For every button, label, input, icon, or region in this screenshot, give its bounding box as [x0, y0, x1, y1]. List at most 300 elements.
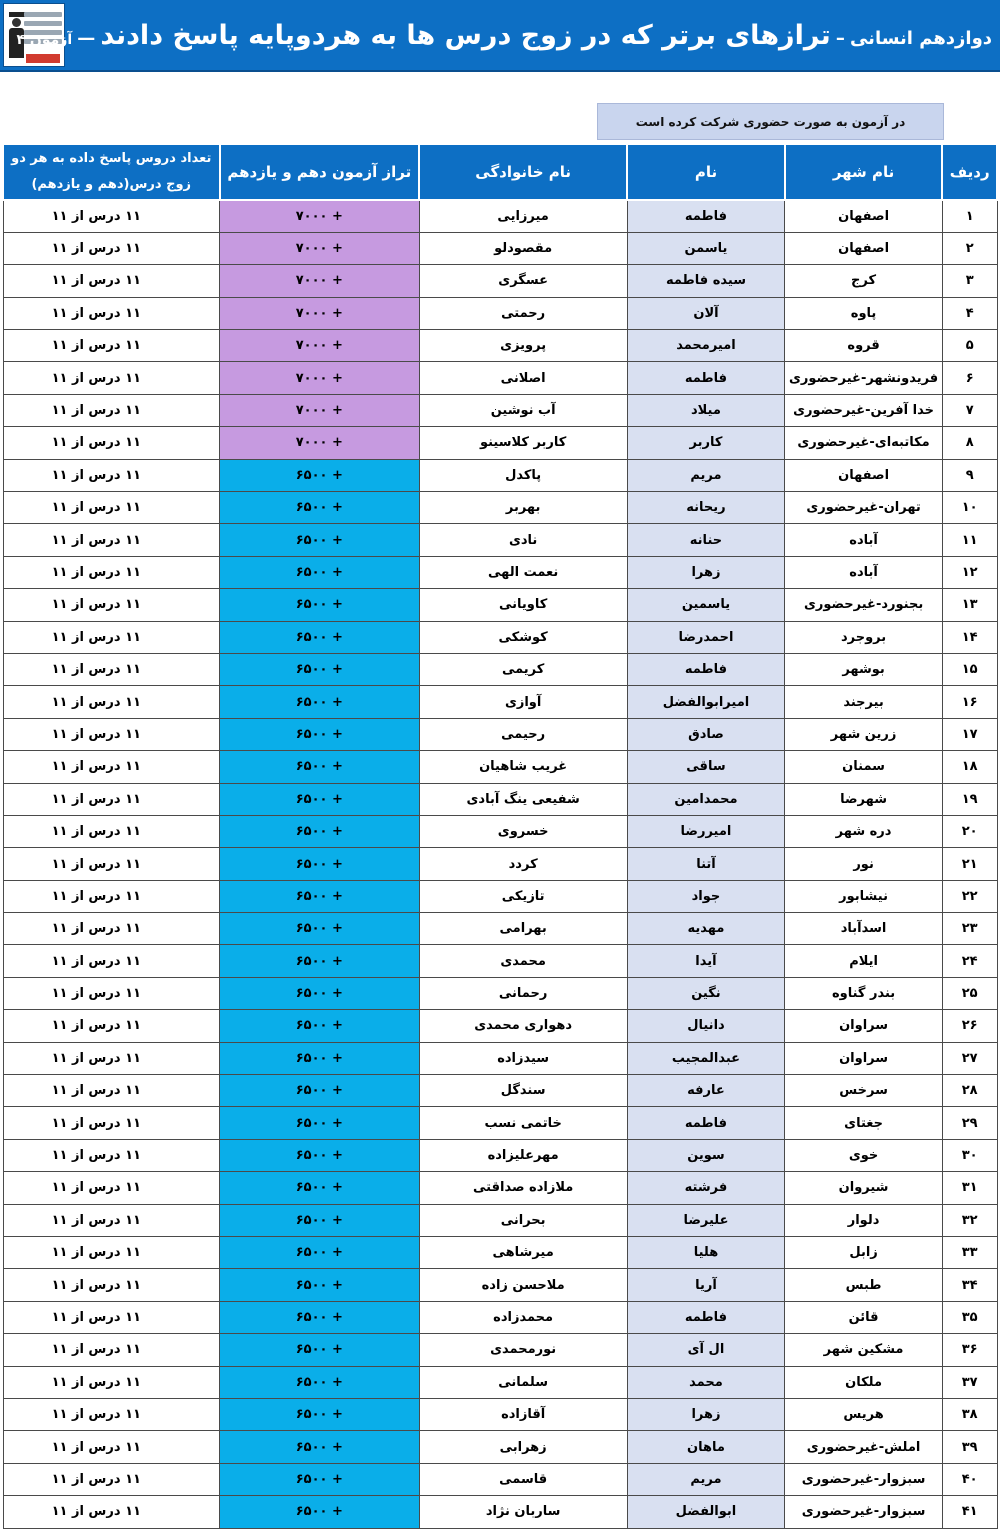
first-name-cell: امیرمحمد	[627, 330, 785, 362]
score-cell: + ۶۵۰۰	[220, 556, 420, 588]
table-row	[3, 815, 997, 847]
score-cell: + ۶۵۰۰	[220, 1075, 420, 1107]
last-name-cell: نادی	[419, 524, 627, 556]
title-dash: —	[77, 28, 96, 49]
score-cell: + ۶۵۰۰	[220, 1204, 420, 1236]
last-name-cell: زهرابی	[419, 1431, 627, 1463]
count-text: ۱۱ درس از ۱۱	[51, 1439, 141, 1455]
rank-cell: ۲۸	[942, 1075, 997, 1107]
table-row	[3, 524, 997, 556]
first-name-cell: احمدرضا	[627, 621, 785, 653]
first-name-cell: فاطمه	[627, 362, 785, 394]
city-cell: اصفهان	[785, 232, 943, 264]
count-cell	[3, 1366, 220, 1398]
last-name-cell: بهرامی	[419, 913, 627, 945]
table-row	[3, 1398, 997, 1430]
header-city: نام شهر	[785, 144, 943, 200]
score-cell: + ۶۵۰۰	[220, 653, 420, 685]
score-cell: + ۷۰۰۰	[220, 232, 420, 264]
last-name-cell: ملاحسن زاده	[419, 1269, 627, 1301]
count-cell	[3, 200, 220, 232]
count-text: ۱۱ درس از ۱۱	[51, 953, 141, 969]
score-cell: + ۷۰۰۰	[220, 330, 420, 362]
count-text: ۱۱ درس از ۱۱	[51, 370, 141, 386]
rank-cell: ۱۵	[942, 653, 997, 685]
first-name-cell: سیده فاطمه	[627, 265, 785, 297]
table-row	[3, 232, 997, 264]
table-row	[3, 330, 997, 362]
count-cell	[3, 330, 220, 362]
last-name-cell: ساربان نژاد	[419, 1496, 627, 1528]
last-name-cell: بحرانی	[419, 1204, 627, 1236]
count-text: ۱۱ درس از ۱۱	[51, 856, 141, 872]
city-cell: پاوه	[785, 297, 943, 329]
count-text: ۱۱ درس از ۱۱	[51, 1245, 141, 1261]
table-row	[3, 913, 997, 945]
table-row	[3, 1139, 997, 1171]
first-name-cell: آیدا	[627, 945, 785, 977]
last-name-cell: عسگری	[419, 265, 627, 297]
last-name-cell: کوشکی	[419, 621, 627, 653]
count-cell	[3, 394, 220, 426]
city-cell: مکاتبه‌ای-غیرحضوری	[785, 427, 943, 459]
table-row	[3, 1237, 997, 1269]
city-cell: سبزوار-غیرحضوری	[785, 1463, 943, 1495]
last-name-cell: سلمانی	[419, 1366, 627, 1398]
rank-cell: ۲۰	[942, 815, 997, 847]
first-name-cell: امیررضا	[627, 815, 785, 847]
count-text: ۱۱ درس از ۱۱	[51, 986, 141, 1002]
table-row	[3, 848, 997, 880]
city-cell: هریس	[785, 1398, 943, 1430]
rank-cell: ۱۶	[942, 686, 997, 718]
count-text: ۱۱ درس از ۱۱	[51, 759, 141, 775]
city-cell: نیشابور	[785, 880, 943, 912]
table-row	[3, 686, 997, 718]
first-name-cell: زهرا	[627, 1398, 785, 1430]
first-name-cell: جواد	[627, 880, 785, 912]
city-cell: سراوان	[785, 1010, 943, 1042]
rank-cell: ۲۶	[942, 1010, 997, 1042]
city-cell: سبزوار-غیرحضوری	[785, 1496, 943, 1528]
first-name-cell: مریم	[627, 459, 785, 491]
city-cell: ایلام	[785, 945, 943, 977]
first-name-cell: هلیا	[627, 1237, 785, 1269]
count-cell	[3, 1172, 220, 1204]
title-main: ترازهای برتر که در زوج درس ها به هردوپایه پاسخ دادند	[100, 20, 831, 51]
score-cell: + ۶۵۰۰	[220, 459, 420, 491]
score-cell: + ۷۰۰۰	[220, 394, 420, 426]
count-text: ۱۱ درس از ۱۱	[51, 824, 141, 840]
table-row	[3, 1172, 997, 1204]
last-name-cell: خسروی	[419, 815, 627, 847]
count-cell	[3, 880, 220, 912]
count-text: ۱۱ درس از ۱۱	[51, 1050, 141, 1066]
count-cell	[3, 1269, 220, 1301]
city-cell: اصفهان	[785, 459, 943, 491]
first-name-cell: مریم	[627, 1463, 785, 1495]
last-name-cell: شفیعی ینگ آبادی	[419, 783, 627, 815]
rank-cell: ۱۳	[942, 589, 997, 621]
rank-cell: ۲۱	[942, 848, 997, 880]
table-row	[3, 1010, 997, 1042]
score-cell: + ۶۵۰۰	[220, 1496, 420, 1528]
city-cell: بندر گناوه	[785, 977, 943, 1009]
city-cell: طبس	[785, 1269, 943, 1301]
last-name-cell: غریب شاهیان	[419, 751, 627, 783]
table-row	[3, 945, 997, 977]
city-cell: بوشهر	[785, 653, 943, 685]
last-name-cell: رحمتی	[419, 297, 627, 329]
count-text: ۱۱ درس از ۱۱	[51, 403, 141, 419]
last-name-cell: مهرعلیزاده	[419, 1139, 627, 1171]
rank-cell: ۱۱	[942, 524, 997, 556]
first-name-cell: صادق	[627, 718, 785, 750]
rank-cell: ۹	[942, 459, 997, 491]
count-cell	[3, 1463, 220, 1495]
table-row	[3, 427, 997, 459]
last-name-cell: تازیکی	[419, 880, 627, 912]
count-text: ۱۱ درس از ۱۱	[51, 1342, 141, 1358]
last-name-cell: مقصودلو	[419, 232, 627, 264]
last-name-cell: دهواری محمدی	[419, 1010, 627, 1042]
first-name-cell: زهرا	[627, 556, 785, 588]
last-name-cell: رحمانی	[419, 977, 627, 1009]
score-cell: + ۶۵۰۰	[220, 783, 420, 815]
first-name-cell: یاسمن	[627, 232, 785, 264]
rank-cell: ۴۱	[942, 1496, 997, 1528]
last-name-cell: خاتمی نسب	[419, 1107, 627, 1139]
table-row	[3, 977, 997, 1009]
count-cell	[3, 751, 220, 783]
count-text: ۱۱ درس از ۱۱	[51, 208, 141, 224]
results-table	[2, 143, 998, 1529]
first-name-cell: آریا	[627, 1269, 785, 1301]
city-cell: کرج	[785, 265, 943, 297]
city-cell: ملکان	[785, 1366, 943, 1398]
count-cell	[3, 1107, 220, 1139]
table-row	[3, 718, 997, 750]
table-row	[3, 1366, 997, 1398]
count-cell	[3, 427, 220, 459]
last-name-cell: پاکدل	[419, 459, 627, 491]
first-name-cell: محمد	[627, 1366, 785, 1398]
table-row	[3, 621, 997, 653]
score-cell: + ۶۵۰۰	[220, 1139, 420, 1171]
count-cell	[3, 783, 220, 815]
rank-cell: ۳۸	[942, 1398, 997, 1430]
city-cell: خدا آفرین-غیرحضوری	[785, 394, 943, 426]
rank-cell: ۳	[942, 265, 997, 297]
table-body	[3, 200, 997, 1528]
first-name-cell: فاطمه	[627, 200, 785, 232]
count-text: ۱۱ درس از ۱۱	[51, 629, 141, 645]
score-cell: + ۷۰۰۰	[220, 427, 420, 459]
count-text: ۱۱ درس از ۱۱	[51, 435, 141, 451]
page-title	[16, 14, 992, 58]
city-cell: شیروان	[785, 1172, 943, 1204]
last-name-cell: میرشاهی	[419, 1237, 627, 1269]
count-cell	[3, 492, 220, 524]
count-cell	[3, 265, 220, 297]
score-cell: + ۶۵۰۰	[220, 621, 420, 653]
count-cell	[3, 1496, 220, 1528]
rank-cell: ۸	[942, 427, 997, 459]
count-cell	[3, 621, 220, 653]
table-row	[3, 1075, 997, 1107]
first-name-cell: کاربر	[627, 427, 785, 459]
count-cell	[3, 1139, 220, 1171]
score-cell: + ۶۵۰۰	[220, 1107, 420, 1139]
count-cell	[3, 1301, 220, 1333]
table-row	[3, 362, 997, 394]
first-name-cell: ابوالفضل	[627, 1496, 785, 1528]
table-row	[3, 1496, 997, 1528]
city-cell: بجنورد-غیرحضوری	[785, 589, 943, 621]
city-cell: جغتای	[785, 1107, 943, 1139]
table-row	[3, 751, 997, 783]
city-cell: خوی	[785, 1139, 943, 1171]
count-cell	[3, 848, 220, 880]
table-row	[3, 880, 997, 912]
table-row	[3, 556, 997, 588]
rank-cell: ۷	[942, 394, 997, 426]
header-count: تعداد دروس پاسخ داده به هر دو زوج درس(دهم و یازدهم)	[3, 144, 220, 200]
table-row	[3, 459, 997, 491]
first-name-cell: فرشته	[627, 1172, 785, 1204]
count-text: ۱۱ درس از ۱۱	[51, 305, 141, 321]
last-name-cell: کریمی	[419, 653, 627, 685]
count-text: ۱۱ درس از ۱۱	[51, 1212, 141, 1228]
score-cell: + ۶۵۰۰	[220, 686, 420, 718]
count-text: ۱۱ درس از ۱۱	[51, 791, 141, 807]
count-cell	[3, 589, 220, 621]
score-cell: + ۶۵۰۰	[220, 492, 420, 524]
rank-cell: ۳۴	[942, 1269, 997, 1301]
score-cell: + ۶۵۰۰	[220, 1237, 420, 1269]
score-cell: + ۶۵۰۰	[220, 1010, 420, 1042]
count-text: ۱۱ درس از ۱۱	[51, 1407, 141, 1423]
last-name-cell: آب نوشین	[419, 394, 627, 426]
table-row	[3, 589, 997, 621]
first-name-cell: آلان	[627, 297, 785, 329]
score-cell: + ۶۵۰۰	[220, 1463, 420, 1495]
first-name-cell: علیرضا	[627, 1204, 785, 1236]
rank-cell: ۲۳	[942, 913, 997, 945]
score-cell: + ۶۵۰۰	[220, 1269, 420, 1301]
count-text: ۱۱ درس از ۱۱	[51, 564, 141, 580]
last-name-cell: سیدزاده	[419, 1042, 627, 1074]
count-cell	[3, 1398, 220, 1430]
header-rank: ردیف	[942, 144, 997, 200]
count-text: ۱۱ درس از ۱۱	[51, 1115, 141, 1131]
score-cell: + ۶۵۰۰	[220, 1334, 420, 1366]
last-name-cell: رحیمی	[419, 718, 627, 750]
score-cell: + ۶۵۰۰	[220, 1172, 420, 1204]
table-row	[3, 200, 997, 232]
last-name-cell: سندگل	[419, 1075, 627, 1107]
rank-cell: ۲۹	[942, 1107, 997, 1139]
title-exam: آزمون ۴	[16, 32, 73, 48]
score-cell: + ۶۵۰۰	[220, 977, 420, 1009]
table-row	[3, 492, 997, 524]
title-dash: –	[835, 28, 845, 49]
city-cell: تهران-غیرحضوری	[785, 492, 943, 524]
rank-cell: ۳۳	[942, 1237, 997, 1269]
count-text: ۱۱ درس از ۱۱	[51, 888, 141, 904]
rank-cell: ۳۹	[942, 1431, 997, 1463]
count-text: ۱۱ درس از ۱۱	[51, 241, 141, 257]
count-cell	[3, 815, 220, 847]
city-cell: آباده	[785, 524, 943, 556]
header-score: تراز آزمون دهم و یازدهم	[220, 144, 420, 200]
count-cell	[3, 686, 220, 718]
header-first-name: نام	[627, 144, 785, 200]
rank-cell: ۳۷	[942, 1366, 997, 1398]
rank-cell: ۳۰	[942, 1139, 997, 1171]
score-cell: + ۷۰۰۰	[220, 297, 420, 329]
rank-cell: ۴۰	[942, 1463, 997, 1495]
count-text: ۱۱ درس از ۱۱	[51, 1148, 141, 1164]
count-text: ۱۱ درس از ۱۱	[51, 694, 141, 710]
rank-cell: ۳۱	[942, 1172, 997, 1204]
table-row	[3, 1301, 997, 1333]
first-name-cell: عارفه	[627, 1075, 785, 1107]
first-name-cell: سوین	[627, 1139, 785, 1171]
first-name-cell: ماهان	[627, 1431, 785, 1463]
table-row	[3, 1107, 997, 1139]
score-cell: + ۶۵۰۰	[220, 1398, 420, 1430]
first-name-cell: محمدامین	[627, 783, 785, 815]
count-text: ۱۱ درس از ۱۱	[51, 921, 141, 937]
count-cell	[3, 556, 220, 588]
rank-cell: ۳۲	[942, 1204, 997, 1236]
city-cell: دلوار	[785, 1204, 943, 1236]
last-name-cell: محمدزاده	[419, 1301, 627, 1333]
city-cell: مشکین شهر	[785, 1334, 943, 1366]
city-cell: بروجرد	[785, 621, 943, 653]
first-name-cell: نگین	[627, 977, 785, 1009]
first-name-cell: حنانه	[627, 524, 785, 556]
count-text: ۱۱ درس از ۱۱	[51, 662, 141, 678]
table-row	[3, 297, 997, 329]
first-name-cell: عبدالمجیب	[627, 1042, 785, 1074]
first-name-cell: آتنا	[627, 848, 785, 880]
score-cell: + ۶۵۰۰	[220, 913, 420, 945]
table-row	[3, 265, 997, 297]
score-cell: + ۶۵۰۰	[220, 1366, 420, 1398]
count-cell	[3, 459, 220, 491]
city-cell: املش-غیرحضوری	[785, 1431, 943, 1463]
score-cell: + ۶۵۰۰	[220, 1431, 420, 1463]
rank-cell: ۲۷	[942, 1042, 997, 1074]
rank-cell: ۳۵	[942, 1301, 997, 1333]
count-cell	[3, 1431, 220, 1463]
count-text: ۱۱ درس از ۱۱	[51, 500, 141, 516]
count-text: ۱۱ درس از ۱۱	[51, 467, 141, 483]
count-cell	[3, 977, 220, 1009]
last-name-cell: قاسمی	[419, 1463, 627, 1495]
table-header-row	[3, 144, 997, 200]
first-name-cell: دانیال	[627, 1010, 785, 1042]
score-cell: + ۶۵۰۰	[220, 524, 420, 556]
count-cell	[3, 1334, 220, 1366]
city-cell: شهرضا	[785, 783, 943, 815]
city-cell: اسدآباد	[785, 913, 943, 945]
table-row	[3, 1269, 997, 1301]
count-cell	[3, 1237, 220, 1269]
first-name-cell: ساقی	[627, 751, 785, 783]
score-cell: + ۶۵۰۰	[220, 589, 420, 621]
rank-cell: ۲۴	[942, 945, 997, 977]
count-cell	[3, 1075, 220, 1107]
last-name-cell: اصلانی	[419, 362, 627, 394]
last-name-cell: آوازی	[419, 686, 627, 718]
city-cell: زرین شهر	[785, 718, 943, 750]
table-row	[3, 1204, 997, 1236]
score-cell: + ۶۵۰۰	[220, 815, 420, 847]
first-name-cell: مهدیه	[627, 913, 785, 945]
count-cell	[3, 362, 220, 394]
attendance-note: در آزمون به صورت حضوری شرکت کرده است	[597, 103, 944, 140]
first-name-cell: فاطمه	[627, 1107, 785, 1139]
count-cell	[3, 1204, 220, 1236]
last-name-cell: پرویزی	[419, 330, 627, 362]
score-cell: + ۷۰۰۰	[220, 200, 420, 232]
last-name-cell: ملازاده صداقتی	[419, 1172, 627, 1204]
score-cell: + ۶۵۰۰	[220, 1301, 420, 1333]
rank-cell: ۱۷	[942, 718, 997, 750]
count-cell	[3, 1042, 220, 1074]
rank-cell: ۱	[942, 200, 997, 232]
header-last-name: نام خانوادگی	[419, 144, 627, 200]
count-text: ۱۱ درس از ۱۱	[51, 1309, 141, 1325]
count-text: ۱۱ درس از ۱۱	[51, 1471, 141, 1487]
score-cell: + ۶۵۰۰	[220, 718, 420, 750]
city-cell: فریدونشهر-غیرحضوری	[785, 362, 943, 394]
last-name-cell: بهربر	[419, 492, 627, 524]
score-cell: + ۶۵۰۰	[220, 751, 420, 783]
rank-cell: ۲۲	[942, 880, 997, 912]
count-cell	[3, 653, 220, 685]
city-cell: نور	[785, 848, 943, 880]
first-name-cell: ال آی	[627, 1334, 785, 1366]
count-text: ۱۱ درس از ۱۱	[51, 273, 141, 289]
last-name-cell: نعمت الهی	[419, 556, 627, 588]
rank-cell: ۱۹	[942, 783, 997, 815]
title-grade: دوازدهم انسانی	[849, 28, 992, 49]
rank-cell: ۱۰	[942, 492, 997, 524]
city-cell: دره شهر	[785, 815, 943, 847]
count-cell	[3, 297, 220, 329]
count-cell	[3, 1010, 220, 1042]
rank-cell: ۵	[942, 330, 997, 362]
table-row	[3, 1042, 997, 1074]
header-banner	[0, 0, 1000, 72]
last-name-cell: کاویانی	[419, 589, 627, 621]
count-cell	[3, 945, 220, 977]
count-text: ۱۱ درس از ۱۱	[51, 532, 141, 548]
last-name-cell: محمدی	[419, 945, 627, 977]
score-cell: + ۶۵۰۰	[220, 848, 420, 880]
rank-cell: ۱۸	[942, 751, 997, 783]
count-text: ۱۱ درس از ۱۱	[51, 1504, 141, 1520]
first-name-cell: فاطمه	[627, 653, 785, 685]
rank-cell: ۱۴	[942, 621, 997, 653]
last-name-cell: آقازاده	[419, 1398, 627, 1430]
score-cell: + ۶۵۰۰	[220, 1042, 420, 1074]
city-cell: اصفهان	[785, 200, 943, 232]
